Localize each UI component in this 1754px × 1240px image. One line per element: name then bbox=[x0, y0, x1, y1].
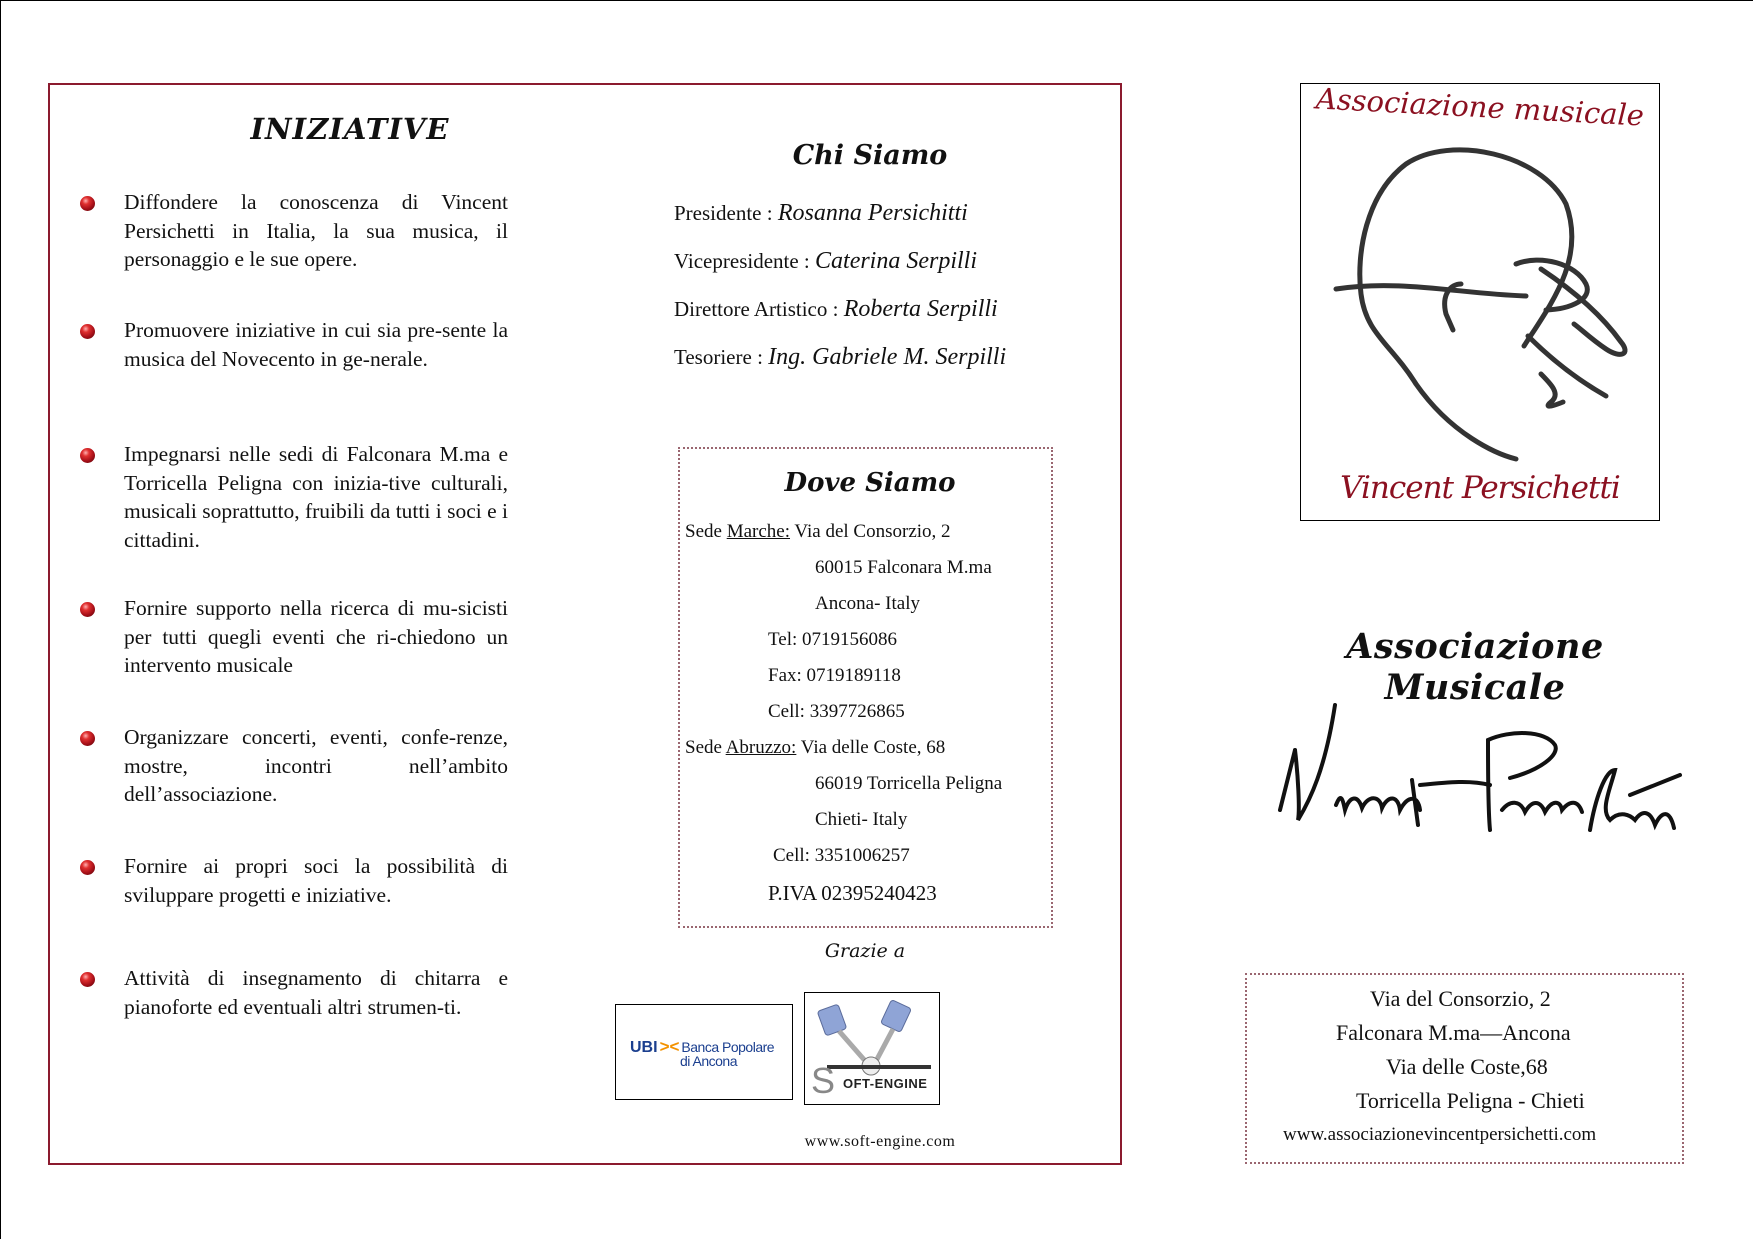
soft-engine-initial: S bbox=[811, 1060, 836, 1101]
member-role: Vicepresidente : bbox=[674, 249, 816, 273]
profile-signature-drawing bbox=[1301, 84, 1661, 522]
bullet-icon bbox=[80, 731, 95, 746]
soft-engine-logo bbox=[804, 992, 940, 1105]
sede-prefix: Sede bbox=[685, 737, 726, 758]
list-item-text: Diffondere la conoscenza di Vincent Persichetti in Italia, la sua musica, il personaggio e le sue opere. bbox=[124, 190, 508, 271]
association-website[interactable]: www.associazionevincentpersichetti.com bbox=[1283, 1124, 1597, 1145]
list-item-text: Attività di insegnamento di chitarra e pianoforte ed eventuali altri strumen-ti. bbox=[124, 966, 508, 1019]
ubi-chevron-icon: >< bbox=[659, 1037, 680, 1056]
iniziative-title: INIZIATIVE bbox=[250, 112, 450, 146]
sede-marche-line bbox=[685, 521, 951, 543]
grazie-a-label: Grazie a bbox=[824, 940, 906, 962]
logo-bottom-text: Vincent Persichetti bbox=[1340, 470, 1620, 506]
chi-siamo-title: Chi Siamo bbox=[792, 140, 948, 171]
piva: P.IVA 02395240423 bbox=[768, 881, 937, 905]
member-name: Rosanna Persichitti bbox=[777, 200, 968, 226]
bullet-icon bbox=[80, 972, 95, 987]
sede-prefix: Sede bbox=[685, 521, 727, 542]
list-item-text: Impegnarsi nelle sedi di Falconara M.ma e Torricella Peligna con inizia-tive culturali, musicali soprattutto, fruibili da tutti i soci e i cittadini. bbox=[124, 442, 508, 552]
logo-top-text: Associazione musicale bbox=[1315, 81, 1645, 133]
ubi-line2: di Ancona bbox=[680, 1053, 737, 1069]
ubi-line1: Banca Popolare bbox=[681, 1039, 775, 1055]
member-name: Caterina Serpilli bbox=[815, 248, 978, 274]
sede-marche-tel: Tel: 0719156086 bbox=[768, 629, 898, 650]
member-role: Tesoriere : bbox=[674, 345, 769, 369]
sede-abruzzo-line bbox=[685, 737, 945, 759]
bullet-icon bbox=[80, 448, 95, 463]
sede-marche-city: 60015 Falconara M.ma bbox=[815, 557, 992, 578]
bullet-icon bbox=[80, 860, 95, 875]
member-role: Presidente : bbox=[674, 201, 778, 225]
member-role: Direttore Artistico : bbox=[674, 297, 844, 321]
list-item-text: Fornire ai propri soci la possibilità di sviluppare progetti e iniziative. bbox=[124, 854, 508, 907]
list-item-text: Organizzare concerti, eventi, confe-renze, mostre, incontri nell’ambito dell’associazione. bbox=[124, 725, 508, 806]
bullet-icon bbox=[80, 324, 95, 339]
member-name: Ing. Gabriele M. Serpilli bbox=[768, 344, 1007, 370]
member-name: Roberta Serpilli bbox=[843, 296, 998, 322]
association-logo bbox=[1300, 83, 1660, 521]
address-line: Falconara M.ma—Ancona bbox=[1336, 1020, 1571, 1045]
dove-siamo-title: Dove Siamo bbox=[784, 468, 956, 498]
list-item-text: Fornire supporto nella ricerca di mu-sicisti per tutti quegli eventi che ri-chiedono un intervento musicale bbox=[124, 596, 508, 677]
sede-marche-label: Marche: bbox=[726, 521, 790, 542]
soft-engine-brand: OFT-ENGINE bbox=[843, 1076, 928, 1091]
sede-marche-fax: Fax: 0719189118 bbox=[768, 665, 901, 686]
sede-marche-cell: Cell: 3397726865 bbox=[768, 701, 905, 722]
list-item-text: Promuovere iniziative in cui sia pre-sente la musica del Novecento in ge-nerale. bbox=[124, 318, 508, 371]
member-president bbox=[674, 200, 968, 227]
soft-engine-url[interactable]: www.soft-engine.com bbox=[804, 1133, 956, 1150]
sede-marche-street: Via del Consorzio, 2 bbox=[794, 521, 951, 542]
sede-abruzzo-street: Via delle Coste, 68 bbox=[800, 737, 946, 758]
member-treasurer bbox=[674, 344, 1006, 371]
association-title: Associazione Musicale bbox=[1346, 626, 1604, 708]
ubi-banca-logo bbox=[615, 1004, 793, 1100]
sede-abruzzo-cell: Cell: 3351006257 bbox=[773, 845, 910, 866]
address-line: Via del Consorzio, 2 bbox=[1370, 986, 1551, 1011]
sede-marche-region: Ancona- Italy bbox=[815, 593, 920, 614]
member-artistic-director bbox=[674, 296, 998, 323]
sede-abruzzo-region: Chieti- Italy bbox=[815, 809, 908, 830]
sede-abruzzo-city: 66019 Torricella Peligna bbox=[815, 773, 1003, 794]
sede-abruzzo-label: Abruzzo: bbox=[725, 737, 797, 758]
ubi-brand: UBI bbox=[630, 1039, 658, 1056]
address-line: Torricella Peligna - Chieti bbox=[1356, 1088, 1585, 1113]
signature-text: Vincent Persichetti bbox=[1270, 687, 1392, 704]
member-vicepresident bbox=[674, 248, 977, 275]
address-line: Via delle Coste,68 bbox=[1386, 1054, 1548, 1079]
vincent-persichetti-signature bbox=[1270, 687, 1690, 870]
bullet-icon bbox=[80, 602, 95, 617]
bullet-icon bbox=[80, 196, 95, 211]
